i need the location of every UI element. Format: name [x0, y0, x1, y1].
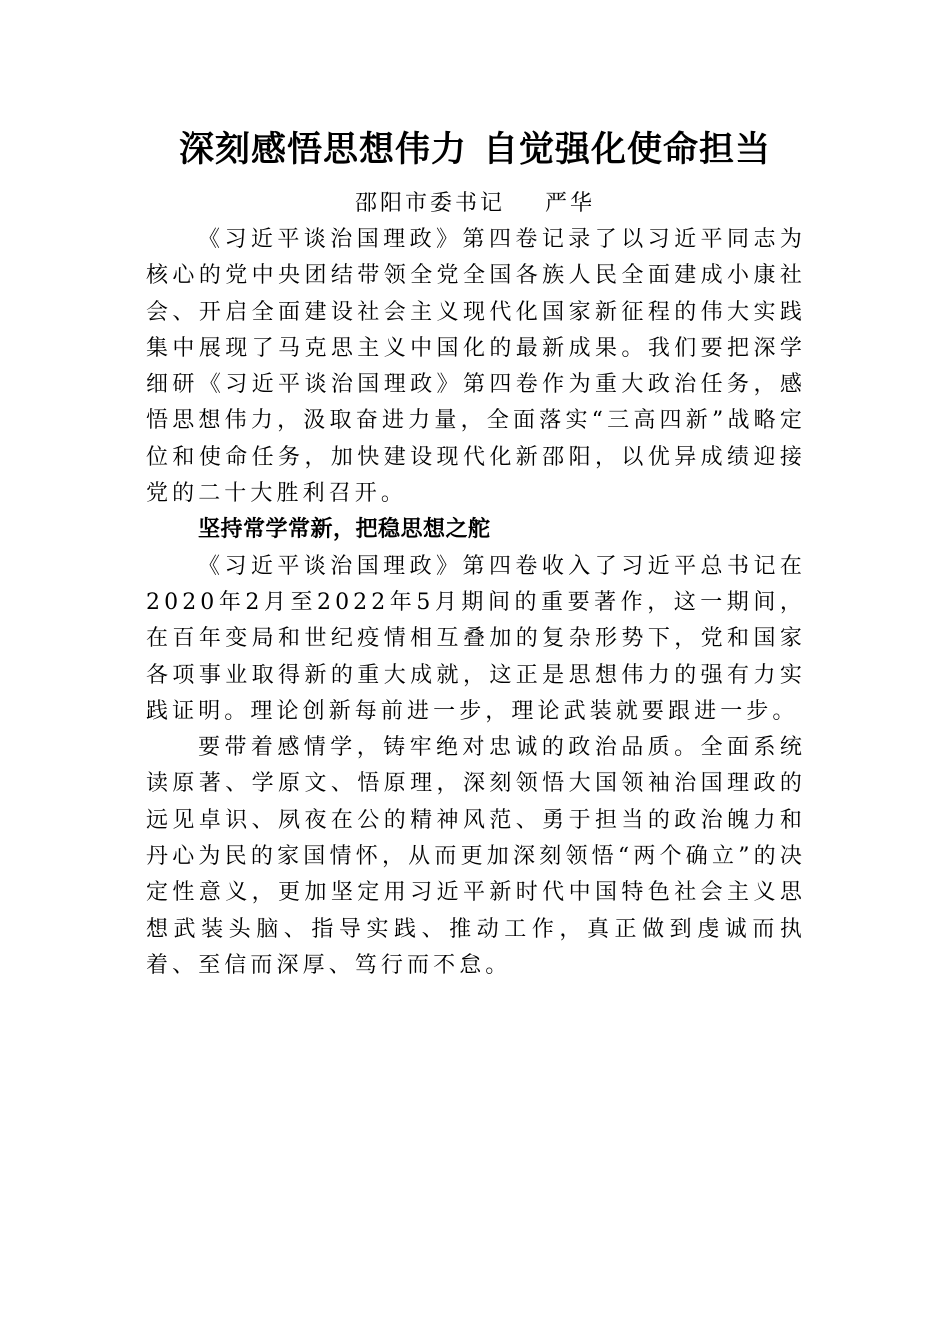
paragraph-2: 《习近平谈治国理政》第四卷收入了习近平总书记在2020年2月至2022年5月期间的重要著作，这一期间，在百年变局和世纪疫情相互叠加的复杂形势下，党和国家各项事业取得新的重大成就，这正是思想伟力的强有力实践证明。理论创新每前进一步，理论武装就要跟进一步。 [146, 553, 806, 724]
author-position: 邵阳市委书记 [354, 191, 505, 216]
title-part-1: 深刻感悟思想伟力 [178, 129, 467, 170]
title-part-2: 自觉强化使命担当 [483, 129, 772, 170]
paragraph-intro: 《习近平谈治国理政》第四卷记录了以习近平同志为核心的党中央团结带领全党全国各族人民全面建成小康社会、开启全面建设社会主义现代化国家新征程的伟大实践集中展现了马克思主义中国化的最新成果。我们要把深学细研《习近平谈治国理政》第四卷作为重大政治任务，感悟思想伟力，汲取奋进力量，全面落实“三高四新”战略定位和使命任务，加快建设现代化新邵阳，以优异成绩迎接党的二十大胜利召开。 [146, 227, 806, 507]
article-body [146, 222, 806, 984]
paragraph-3: 要带着感情学，铸牢绝对忠诚的政治品质。全面系统读原著、学原文、悟原理，深刻领悟大国领袖治国理政的远见卓识、夙夜在公的精神风范、勇于担当的政治魄力和丹心为民的家国情怀，从而更加深刻领悟“两个确立”的决定性意义，更加坚定用习近平新时代中国特色社会主义思想武装头脑、指导实践、推动工作，真正做到虔诚而执着、至信而深厚、笃行而不怠。 [146, 735, 806, 978]
section-heading: 坚持常学常新，把稳思想之舵 [198, 517, 491, 543]
author-name: 严华 [545, 191, 596, 216]
article-title [0, 124, 950, 176]
author-byline [0, 186, 950, 222]
